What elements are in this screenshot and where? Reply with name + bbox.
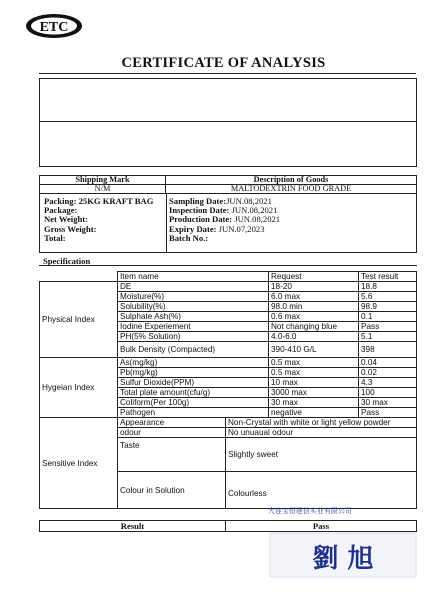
item-cell: DE (118, 282, 269, 292)
blank-box-second (39, 122, 417, 167)
physical-index-label: Physical Index (40, 282, 118, 358)
signature-stamp (268, 527, 418, 579)
expiry-date: Expiry Date: JUN.07,2023 (169, 223, 265, 234)
col-result-header: Test result (359, 272, 417, 282)
item-cell: Bulk Density (Compacted) (118, 342, 269, 358)
item-cell: As(mg/kg) (118, 358, 269, 368)
request-cell: 4.0-6.0 (269, 332, 359, 342)
result-cell: Pass (359, 322, 417, 332)
item-cell: PH(5% Solution) (118, 332, 269, 342)
request-cell: 3000 max (269, 388, 359, 398)
result-cell: 98.9 (359, 302, 417, 312)
request-cell: negative (269, 408, 359, 418)
table-row (40, 358, 417, 368)
value-cell: Slightly sweet (226, 438, 417, 472)
result-cell: 5.1 (359, 332, 417, 342)
title-underline (39, 73, 416, 74)
item-cell: Pb(mg/kg) (118, 368, 269, 378)
company-stamp: 大连宝恒建信实业有限公司 (268, 507, 352, 515)
item-cell: Coliform(Per 100g) (118, 398, 269, 408)
logo-text: ETC (39, 20, 69, 35)
sampling-date: Sampling Date:JUN.08,2021 (169, 196, 272, 206)
inspection-date: Inspection Date: JUN.08,2021 (169, 205, 278, 216)
result-cell: 0.04 (359, 358, 417, 368)
specification-table (39, 271, 417, 509)
document-title: CERTIFICATE OF ANALYSIS (121, 55, 326, 71)
request-cell: 6.0 max (269, 292, 359, 302)
sensitive-index-label: Sensitive Index (40, 418, 118, 509)
item-cell: Solubility(%) (118, 302, 269, 312)
packing-line: Packing: 25KG KRAFT BAG (44, 196, 154, 206)
company-logo (24, 12, 84, 40)
batch-no: Batch No.: (169, 232, 209, 243)
packing-left-column (44, 197, 153, 243)
packing-info (39, 194, 417, 253)
signature-text: 劉 旭 (312, 544, 374, 574)
goods-header-table (39, 175, 417, 194)
result-cell: 100 (359, 388, 417, 398)
table-row (40, 418, 417, 428)
result-cell: 0.1 (359, 312, 417, 322)
item-cell: Colour in Solution (118, 472, 226, 509)
result-cell: 0.02 (359, 368, 417, 378)
table-row (40, 282, 417, 292)
shipping-mark-label: Shipping Mark (40, 176, 166, 185)
table-header-row (40, 272, 417, 282)
total-line: Total: (44, 232, 66, 243)
item-cell: Moisture(%) (118, 292, 269, 302)
request-cell: 98.0 min (269, 302, 359, 312)
item-cell: Iodine Experiement (118, 322, 269, 332)
request-cell: 10 max (269, 378, 359, 388)
result-cell: 5.6 (359, 292, 417, 302)
item-cell: odour (118, 428, 226, 438)
shipping-mark-value: N/M (40, 185, 166, 194)
item-cell: Pathogen (118, 408, 269, 418)
result-cell: 4.3 (359, 378, 417, 388)
item-cell: Total plate amount(cfu/g) (118, 388, 269, 398)
specification-rule (39, 265, 417, 266)
value-cell: Colourless (226, 472, 417, 509)
col-request-header: Request (269, 272, 359, 282)
result-value: Pass (226, 521, 417, 532)
col-item-header: Item name (118, 272, 269, 282)
description-value: MALTODEXTRIN FOOD GRADE (166, 185, 417, 194)
item-cell: Appearance (118, 418, 226, 428)
result-cell: 18.8 (359, 282, 417, 292)
request-cell: 30 max (269, 398, 359, 408)
request-cell: Not changing blue (269, 322, 359, 332)
packing-right-column (169, 197, 280, 243)
item-cell: Sulphate Ash(%) (118, 312, 269, 322)
hygeian-index-label: Hygeian Index (40, 358, 118, 418)
request-cell: 0.5 max (269, 368, 359, 378)
production-date: Production Date: JUN.08,2021 (169, 214, 281, 225)
item-cell: Sulfur Dioxide(PPM) (118, 378, 269, 388)
request-cell: 390-410 G/L (269, 342, 359, 358)
result-cell: Pass (359, 408, 417, 418)
specification-label: Specification (43, 256, 91, 266)
request-cell: 0.6 max (269, 312, 359, 322)
net-weight-line: Net Weight: (44, 214, 88, 225)
request-cell: 18-20 (269, 282, 359, 292)
result-label: Result (40, 521, 226, 532)
result-cell: 30 max (359, 398, 417, 408)
result-cell: 398 (359, 342, 417, 358)
packing-divider (166, 194, 167, 252)
value-cell: No unuaual odour (226, 428, 417, 438)
description-label: Description of Goods (166, 176, 417, 185)
item-cell: Taste (118, 438, 226, 472)
package-line: Package: (44, 205, 78, 216)
blank-box-top (39, 78, 417, 122)
gross-weight-line: Gross Weight: (44, 223, 97, 234)
value-cell: Non-Crystal with white or light yellow powder (226, 418, 417, 428)
request-cell: 0.5 max (269, 358, 359, 368)
